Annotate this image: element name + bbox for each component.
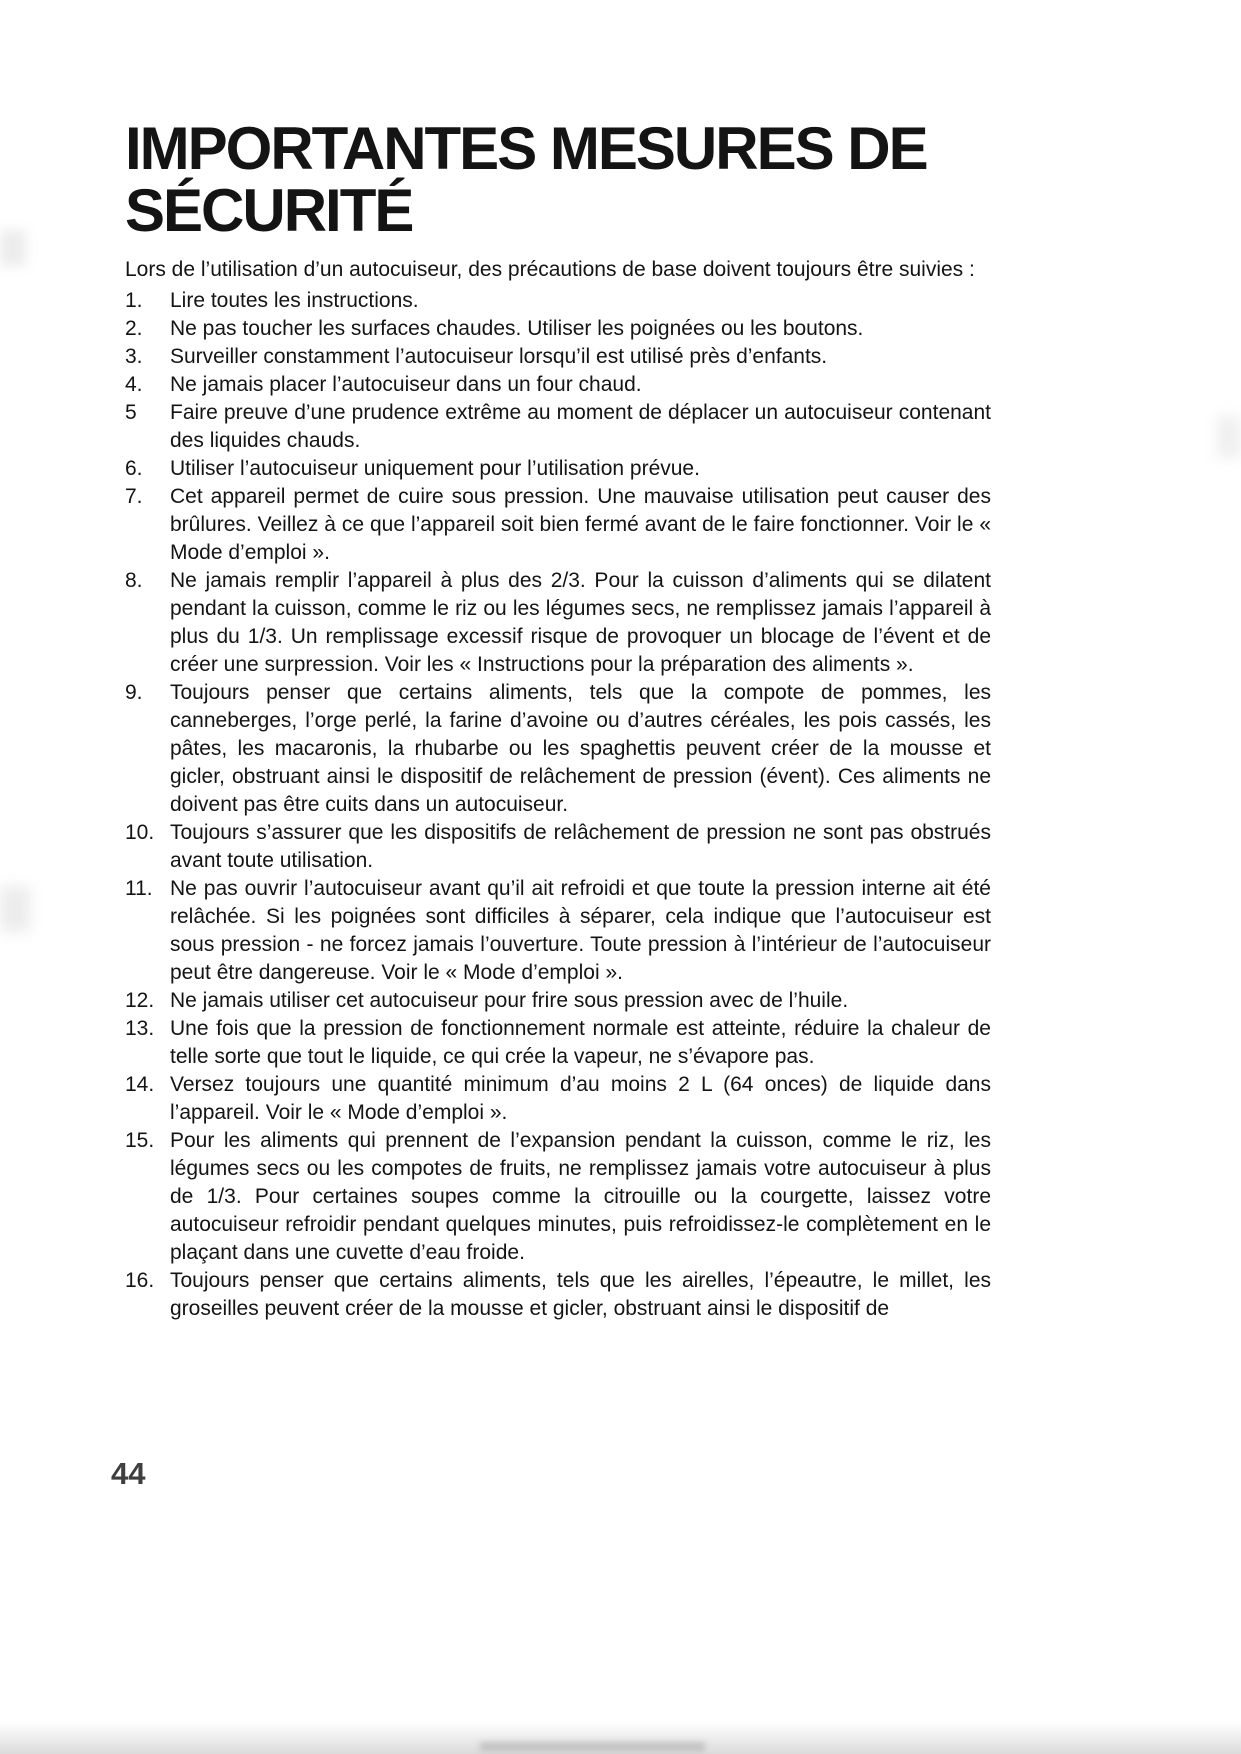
list-item	[125, 987, 991, 1015]
scan-artifact	[1217, 416, 1241, 458]
list-item-number: 6.	[125, 457, 143, 480]
list-item	[125, 399, 991, 455]
list-item-text: Ne pas toucher les surfaces chaudes. Utiliser les poignées ou les boutons.	[170, 317, 864, 340]
safety-list	[125, 287, 991, 1323]
intro-paragraph: Lors de l’utilisation d’un autocuiseur, des précautions de base doivent toujours être suivies :	[125, 258, 975, 281]
list-item-text: Ne jamais remplir l’appareil à plus des 2/3. Pour la cuisson d’aliments qui se dilatent pendant la cuisson, comme le riz ou les légumes secs, ne remplissez jamais l’appareil à plus du 1/3. Un remplissage excessif risque de provoquer un blocage de l’évent et de créer une surpression. Voir les « Instructions pour la préparation des aliments ».	[170, 569, 991, 676]
list-item-text: Faire preuve d’une prudence extrême au moment de déplacer un autocuiseur contenant des liquides chauds.	[170, 401, 991, 452]
list-item	[125, 1015, 991, 1071]
list-item-number: 4.	[125, 373, 143, 396]
list-item-number: 16.	[125, 1269, 155, 1292]
list-item	[125, 371, 991, 399]
list-item-text: Une fois que la pression de fonctionnement normale est atteinte, réduire la chaleur de telle sorte que tout le liquide, ce qui crée la vapeur, ne s’évapore pas.	[170, 1017, 991, 1068]
list-item-text: Toujours s’assurer que les dispositifs de relâchement de pression ne sont pas obstrués avant toute utilisation.	[170, 821, 991, 872]
list-item-text: Versez toujours une quantité minimum d’au moins 2 L (64 onces) de liquide dans l’appareil. Voir le « Mode d’emploi ».	[170, 1073, 991, 1124]
list-item-number: 15.	[125, 1129, 155, 1152]
page-title: IMPORTANTES MESURES DE SÉCURITÉ	[125, 115, 927, 244]
scan-artifact	[0, 1722, 1241, 1754]
list-item	[125, 679, 991, 819]
list-item-text: Ne pas ouvrir l’autocuiseur avant qu’il ait refroidi et que toute la pression interne ait été relâchée. Si les poignées sont difficiles à séparer, cela indique que l’autocuiseur est sous pression - ne forcez jamais l’ouverture. Toute pression à l’intérieur de l’autocuiseur peut être dangereuse. Voir le « Mode d’emploi ».	[170, 877, 991, 984]
list-item	[125, 875, 991, 987]
list-item	[125, 483, 991, 567]
list-item-text: Ne jamais utiliser cet autocuiseur pour frire sous pression avec de l’huile.	[170, 989, 849, 1012]
list-item	[125, 1267, 991, 1323]
list-item-text: Lire toutes les instructions.	[170, 289, 419, 312]
list-item	[125, 455, 991, 483]
list-item-number: 7.	[125, 485, 143, 508]
list-item-number: 10.	[125, 821, 155, 844]
list-item-text: Toujours penser que certains aliments, tels que la compote de pommes, les canneberges, l’orge perlé, la farine d’avoine ou d’autres céréales, les pois cassés, les pâtes, les macaronis, la rhubarbe ou les spaghettis peuvent créer de la mousse et gicler, obstruant ainsi le dispositif de relâchement de pression (évent). Ces aliments ne doivent pas être cuits dans un autocuiseur.	[170, 681, 991, 816]
page-content	[125, 115, 991, 1323]
list-item	[125, 819, 991, 875]
list-item-text: Surveiller constamment l’autocuiseur lorsqu’il est utilisé près d’enfants.	[170, 345, 828, 368]
list-item-number: 13.	[125, 1017, 155, 1040]
list-item-number: 12.	[125, 989, 155, 1012]
list-item	[125, 315, 991, 343]
list-item	[125, 567, 991, 679]
list-item-number: 1.	[125, 289, 143, 312]
list-item-number: 3.	[125, 345, 143, 368]
scan-artifact	[480, 1742, 705, 1752]
list-item	[125, 287, 991, 315]
list-item-number: 5	[125, 401, 137, 424]
list-item	[125, 343, 991, 371]
list-item-text: Pour les aliments qui prennent de l’expansion pendant la cuisson, comme le riz, les légumes secs ou les compotes de fruits, ne remplissez jamais votre autocuiseur à plus de 1/3. Pour certaines soupes comme la citrouille ou la courgette, laissez votre autocuiseur refroidir pendant quelques minutes, puis refroidissez-le complètement en le plaçant dans une cuvette d’eau froide.	[170, 1129, 991, 1264]
list-item-number: 11.	[125, 877, 153, 900]
list-item-text: Ne jamais placer l’autocuiseur dans un four chaud.	[170, 373, 642, 396]
list-item	[125, 1071, 991, 1127]
list-item-text: Toujours penser que certains aliments, tels que les airelles, l’épeautre, le millet, les groseilles peuvent créer de la mousse et gicler, obstruant ainsi le dispositif de	[170, 1269, 991, 1320]
page-number: 44	[111, 1456, 146, 1491]
list-item-text: Cet appareil permet de cuire sous pression. Une mauvaise utilisation peut causer des brûlures. Veillez à ce que l’appareil soit bien fermé avant de le faire fonctionner. Voir le « Mode d’emploi ».	[170, 485, 991, 564]
scan-artifact	[0, 230, 26, 266]
list-item-number: 8.	[125, 569, 143, 592]
list-item-text: Utiliser l’autocuiseur uniquement pour l’utilisation prévue.	[170, 457, 700, 480]
list-item-number: 2.	[125, 317, 143, 340]
list-item-number: 9.	[125, 681, 143, 704]
scan-artifact	[0, 886, 30, 932]
list-item	[125, 1127, 991, 1267]
list-item-number: 14.	[125, 1073, 155, 1096]
